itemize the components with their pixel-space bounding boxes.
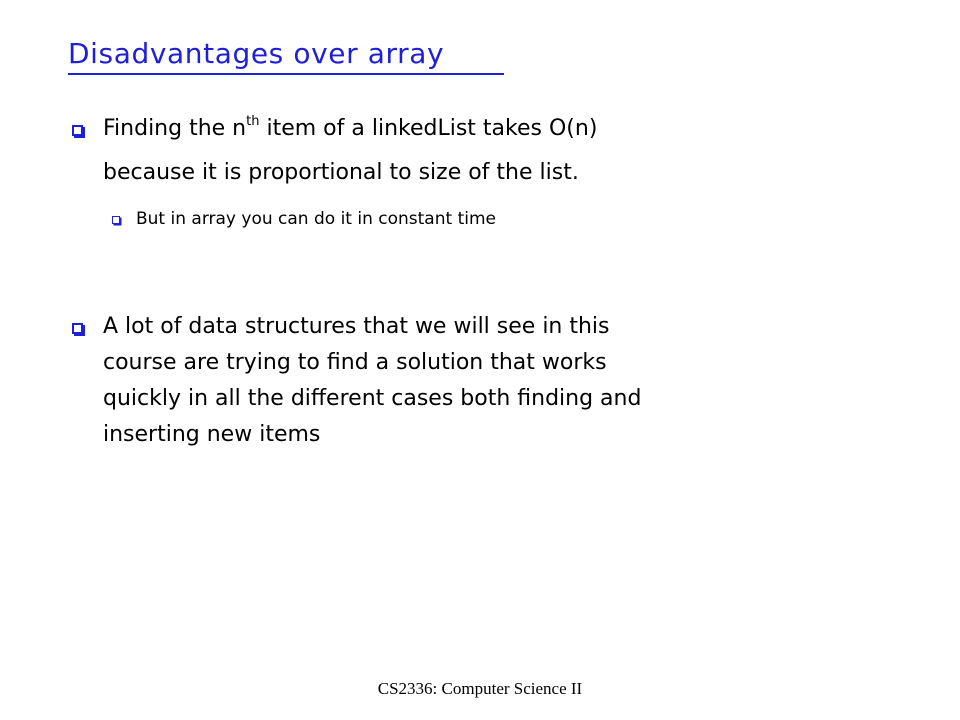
bullet-1-text-pre: Finding the n: [103, 116, 247, 141]
bullet-1-line-2: because it is proportional to size of the list.: [103, 160, 579, 185]
bullet-2-line-3: quickly in all the different cases both finding and: [103, 386, 642, 411]
square-sub-bullet-icon: [112, 216, 120, 224]
slide-footer: CS2336: Computer Science II: [377, 679, 583, 698]
square-bullet-icon: [72, 125, 83, 136]
bullet-1-line-1: [103, 112, 597, 146]
sub-bullet-1-text: But in array you can do it in constant time: [136, 209, 496, 229]
bullet-1-superscript: th: [246, 114, 260, 129]
bullet-item-2: [72, 310, 852, 470]
sub-bullet-item-1: [112, 206, 712, 232]
bullet-item-1: [72, 112, 852, 192]
bullet-2-line-1: A lot of data structures that we will see in this: [103, 314, 610, 339]
square-bullet-icon: [72, 323, 83, 334]
bullet-2-line-2: course are trying to find a solution that works: [103, 350, 607, 375]
bullet-2-line-4: inserting new items: [103, 422, 321, 447]
bullet-1-text-post: item of a linkedList takes O(n): [259, 116, 598, 141]
slide-title: Disadvantages over array: [68, 37, 445, 70]
title-underline: [68, 73, 504, 75]
